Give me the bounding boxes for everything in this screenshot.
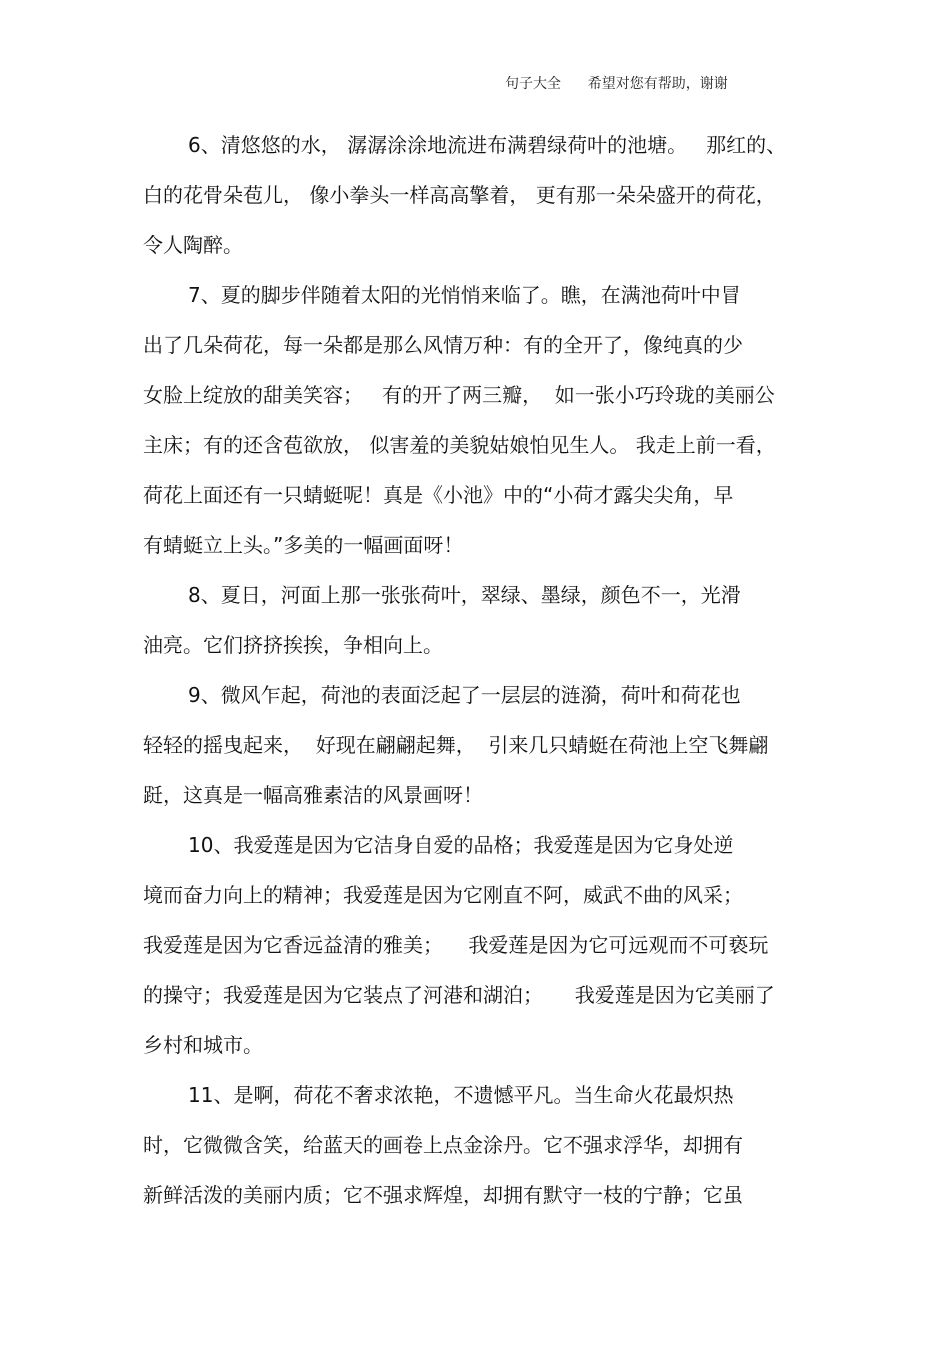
text-line: 主床；有的还含苞欲放， 似害羞的美貌姑娘怕见生人。 我走上前一看， <box>143 433 776 457</box>
text-line: 乡村和城市。 <box>143 1033 263 1057</box>
text-line: 境而奋力向上的精神；我爱莲是因为它刚直不阿，威武不曲的风采； <box>143 883 743 907</box>
text-line: 8、夏日，河面上那一张张荷叶，翠绿、墨绿，颜色不一，光滑 <box>188 583 741 607</box>
text-line: 9、微风乍起，荷池的表面泛起了一层层的涟漪，荷叶和荷花也 <box>188 683 741 707</box>
text-line: 轻轻的摇曳起来， 好现在翩翩起舞， 引来几只蜻蜓在荷池上空飞舞翩 <box>143 733 769 757</box>
text-line: 跹，这真是一幅高雅素洁的风景画呀！ <box>143 783 483 807</box>
text-line: 10、我爱莲是因为它洁身自爱的品格；我爱莲是因为它身处逆 <box>188 833 734 857</box>
text-line: 有蜻蜓立上头。”多美的一幅画面呀！ <box>143 533 464 557</box>
text-line: 我爱莲是因为它香远益清的雅美； 我爱莲是因为它可远观而不可亵玩 <box>143 933 769 957</box>
text-line: 7、夏的脚步伴随着太阳的光悄悄来临了。瞧，在满池荷叶中冒 <box>188 283 741 307</box>
text-line: 出了几朵荷花，每一朵都是那么风情万种：有的全开了，像纯真的少 <box>143 333 743 357</box>
text-line: 白的花骨朵苞儿， 像小拳头一样高高擎着， 更有那一朵朵盛开的荷花， <box>143 183 776 207</box>
text-line: 6、清悠悠的水， 潺潺涂涂地流进布满碧绿荷叶的池塘。 那红的、 <box>188 133 787 157</box>
text-line: 的操守；我爱莲是因为它装点了河港和湖泊； 我爱莲是因为它美丽了 <box>143 983 775 1007</box>
text-line: 荷花上面还有一只蜻蜓呢！真是《小池》中的“小荷才露尖尖角，早 <box>143 483 734 507</box>
page-header: 句子大全 希望对您有帮助，谢谢 <box>505 76 728 92</box>
text-line: 11、是啊，荷花不奢求浓艳，不遗憾平凡。当生命火花最炽热 <box>188 1083 734 1107</box>
text-line: 时，它微微含笑，给蓝天的画卷上点金涂丹。它不强求浮华，却拥有 <box>143 1133 743 1157</box>
text-line: 令人陶醉。 <box>143 233 243 257</box>
text-line: 女脸上绽放的甜美笑容； 有的开了两三瓣， 如一张小巧玲珑的美丽公 <box>143 383 775 407</box>
text-line: 新鲜活泼的美丽内质；它不强求辉煌，却拥有默守一枝的宁静；它虽 <box>143 1183 743 1207</box>
text-line: 油亮。它们挤挤挨挨，争相向上。 <box>143 633 443 657</box>
